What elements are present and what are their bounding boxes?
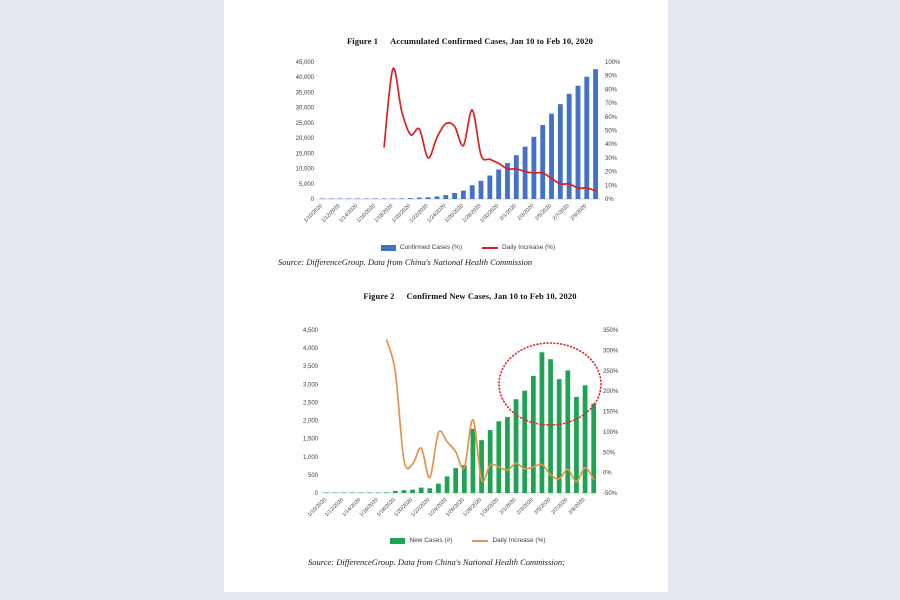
document-page (224, 0, 668, 592)
svg-text:50%: 50% (605, 128, 618, 135)
svg-text:3,000: 3,000 (302, 382, 318, 389)
figure1-title-text: Accumulated Confirmed Cases, Jan 10 to Feb 10, 2020 (390, 36, 594, 46)
figure2-chart (290, 318, 646, 546)
svg-text:0%: 0% (605, 197, 614, 203)
svg-text:1/16/2020: 1/16/2020 (355, 203, 377, 225)
svg-text:20%: 20% (605, 169, 618, 176)
svg-text:300%: 300% (603, 348, 619, 355)
svg-text:100%: 100% (605, 60, 621, 66)
svg-text:35,000: 35,000 (295, 90, 314, 97)
figure1-label: Figure 1 (346, 36, 379, 46)
svg-text:5,000: 5,000 (298, 181, 314, 188)
bar-swatch-icon (390, 538, 405, 544)
svg-text:1/26/2020: 1/26/2020 (444, 497, 466, 519)
svg-text:0%: 0% (603, 470, 612, 477)
svg-text:-50%: -50% (603, 491, 618, 497)
svg-text:30%: 30% (605, 155, 618, 162)
figure2-title (290, 291, 650, 301)
figure2-legend-item-new-cases (390, 537, 452, 544)
svg-text:150%: 150% (603, 409, 619, 416)
line-swatch-icon (472, 540, 488, 542)
svg-text:2/5/2020: 2/5/2020 (533, 497, 552, 516)
figure1-title (290, 36, 650, 46)
figure1-legend-item-daily-increase (482, 244, 555, 251)
svg-text:1/18/2020: 1/18/2020 (375, 497, 397, 519)
svg-text:2/5/2020: 2/5/2020 (534, 203, 553, 222)
svg-text:80%: 80% (605, 87, 618, 94)
svg-text:10,000: 10,000 (295, 166, 314, 173)
svg-text:1/28/2020: 1/28/2020 (461, 203, 483, 225)
svg-text:1/22/2020: 1/22/2020 (408, 203, 430, 225)
svg-text:2/7/2020: 2/7/2020 (550, 497, 570, 516)
svg-text:90%: 90% (605, 73, 618, 80)
bar-swatch-icon (381, 245, 396, 251)
svg-text:50%: 50% (603, 450, 616, 457)
svg-text:1/22/2020: 1/22/2020 (410, 497, 432, 519)
svg-text:45,000: 45,000 (295, 60, 314, 66)
svg-text:2/1/2020: 2/1/2020 (498, 203, 518, 222)
svg-text:70%: 70% (605, 101, 618, 108)
svg-text:4,000: 4,000 (302, 346, 318, 353)
svg-text:2/7/2020: 2/7/2020 (551, 203, 571, 222)
svg-text:40%: 40% (605, 142, 618, 149)
figure1-legend (290, 244, 646, 251)
figure2-legend (290, 537, 646, 544)
svg-text:200%: 200% (603, 389, 619, 396)
svg-text:25,000: 25,000 (295, 120, 314, 127)
svg-text:1/30/2020: 1/30/2020 (479, 203, 501, 225)
svg-text:1/18/2020: 1/18/2020 (373, 203, 395, 225)
svg-text:1/10/2020: 1/10/2020 (306, 497, 328, 519)
svg-text:1/24/2020: 1/24/2020 (427, 497, 449, 519)
svg-text:1/20/2020: 1/20/2020 (393, 497, 414, 519)
legend-label: Daily Increase (%) (502, 244, 556, 251)
svg-text:1/26/2020: 1/26/2020 (443, 203, 465, 225)
svg-text:60%: 60% (605, 114, 618, 121)
svg-text:2/3/2020: 2/3/2020 (515, 497, 535, 516)
svg-text:4,500: 4,500 (302, 328, 318, 334)
figure2-title-text: Confirmed New Cases, Jan 10 to Feb 10, 2020 (406, 291, 577, 301)
svg-text:1/14/2020: 1/14/2020 (338, 203, 360, 225)
svg-text:1/24/2020: 1/24/2020 (426, 203, 448, 225)
svg-text:20,000: 20,000 (295, 136, 314, 143)
svg-text:2/3/2020: 2/3/2020 (516, 203, 536, 222)
svg-text:0: 0 (314, 491, 318, 497)
figure1-chart (290, 55, 646, 243)
figure2-legend-item-daily-increase (472, 537, 545, 544)
figure1-legend-item-confirmed-cases (381, 244, 462, 251)
svg-text:1/16/2020: 1/16/2020 (358, 497, 380, 519)
svg-text:1,000: 1,000 (302, 454, 318, 461)
svg-text:2/9/2020: 2/9/2020 (569, 203, 589, 222)
svg-text:1/28/2020: 1/28/2020 (462, 497, 483, 519)
figure2-label: Figure 2 (363, 291, 395, 301)
figure1-source: Source: DifferenceGroup. Data from China's National Health Commission (278, 257, 533, 267)
svg-text:1/12/2020: 1/12/2020 (324, 497, 345, 519)
svg-text:2/1/2020: 2/1/2020 (498, 497, 518, 516)
svg-text:30,000: 30,000 (295, 105, 314, 112)
svg-text:40,000: 40,000 (295, 75, 314, 82)
legend-label: New Cases (#) (409, 537, 453, 544)
svg-text:0: 0 (310, 197, 314, 203)
svg-text:10%: 10% (605, 183, 618, 190)
svg-text:2,500: 2,500 (302, 400, 318, 407)
svg-text:1/20/2020: 1/20/2020 (391, 203, 412, 225)
svg-text:500: 500 (307, 472, 318, 479)
svg-text:2/9/2020: 2/9/2020 (567, 497, 587, 516)
svg-text:2,000: 2,000 (302, 418, 318, 425)
svg-text:1,500: 1,500 (302, 436, 318, 443)
svg-text:250%: 250% (603, 368, 619, 375)
svg-text:1/12/2020: 1/12/2020 (320, 203, 342, 225)
svg-text:100%: 100% (603, 429, 619, 436)
svg-text:1/30/2020: 1/30/2020 (479, 497, 501, 519)
legend-label: Daily Increase (%) (492, 537, 546, 544)
svg-text:1/10/2020: 1/10/2020 (302, 203, 324, 225)
svg-text:1/14/2020: 1/14/2020 (341, 497, 363, 519)
figure2-source: Source: DifferenceGroup. Data from China's National Health Commission; (308, 557, 565, 567)
svg-text:3,500: 3,500 (302, 364, 318, 371)
legend-label: Confirmed Cases (%) (399, 244, 463, 251)
svg-text:350%: 350% (603, 328, 619, 334)
svg-text:15,000: 15,000 (295, 151, 314, 158)
line-swatch-icon (482, 247, 498, 249)
